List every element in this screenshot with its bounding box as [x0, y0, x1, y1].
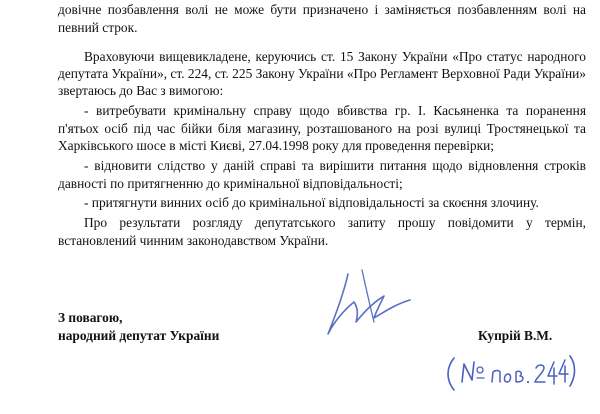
body-line-1: довічне позбавлення волі не може бути призначено і заміняється позбавленням волі на: [58, 2, 586, 17]
body-line-9: - відновити слідство у даній справі та вирішити питання щодо відновлення строків: [84, 158, 586, 173]
body-line-10: давності по притягненню до кримінальної відповідальності;: [58, 176, 403, 191]
body-line-5: звертаюсь до Вас з вимогою:: [58, 83, 224, 98]
body-line-6: - витребувати кримінальну справу щодо вбивства гр. І. Касьяненка та поранення: [84, 103, 586, 118]
closing-name: Купрій В.М.: [478, 328, 553, 343]
body-line-4: депутата України», ст. 224, ст. 225 Закону України «Про Регламент Верховної Ради України»: [58, 66, 586, 81]
body-line-11: - притягнути винних осіб до кримінальної відповідальності за скоєння злочину.: [84, 195, 539, 210]
body-line-2: певний строк.: [58, 20, 138, 35]
body-line-12: Про результати розгляду депутатського запиту прошу повідомити у термін,: [84, 215, 586, 230]
body-line-13: встановлений чинним законодавством України.: [58, 233, 329, 248]
signature-icon: [318, 262, 428, 344]
handwritten-note-graphic: [444, 352, 576, 394]
body-line-3: Враховуючи вищевикладене, керуючись ст. 15 Закону України «Про статус народного: [84, 49, 586, 64]
closing-position: народний депутат України: [58, 328, 220, 343]
body-line-7: п'ятьох осіб під час бійки біля магазину, розташованого на розі вулиці Тростянецької та: [58, 121, 586, 136]
body-line-8: Харківського шосе в місті Києві, 27.04.1998 року для проведення перевірки;: [58, 138, 494, 153]
closing-regards: З повагою,: [58, 310, 123, 325]
